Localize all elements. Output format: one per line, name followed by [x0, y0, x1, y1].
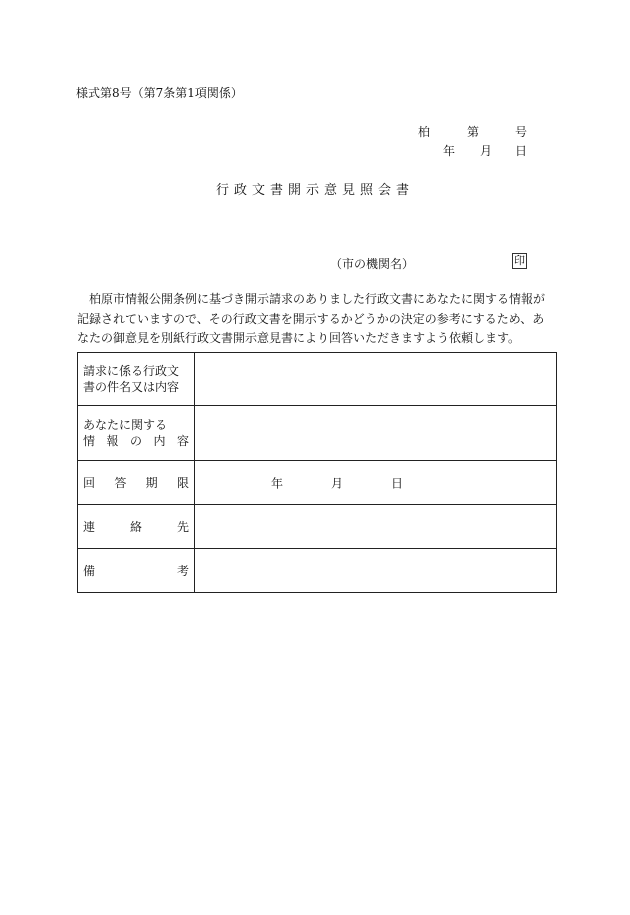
field-contact[interactable]	[195, 505, 557, 549]
label-contact: 連 絡 先	[78, 505, 195, 549]
table-row-subject	[78, 353, 557, 406]
body-paragraph: 柏原市情報公開条例に基づき開示請求のありました行政文書にあなたに関する情報が記録されていますので、その行政文書を開示するかどうかの決定の参考にするため、あなたの御意見を別紙行政文書開示意見書により回答いただきますよう依頼します。	[77, 292, 546, 345]
date-day: 日	[515, 144, 528, 158]
table-row-remarks	[78, 549, 557, 593]
table-row-contact	[78, 505, 557, 549]
table-row-info	[78, 406, 557, 461]
field-answer-deadline[interactable]	[195, 461, 557, 505]
date-year: 年	[443, 144, 456, 158]
form-table	[77, 352, 557, 593]
field-remarks[interactable]	[195, 549, 557, 593]
ref-go: 号	[515, 125, 528, 139]
label-info-content: あなたに関する 情 報 の 内 容	[78, 406, 195, 461]
deadline-day: 日	[391, 476, 404, 490]
label-remarks: 備 考	[78, 549, 195, 593]
seal-mark: 印	[514, 254, 525, 267]
deadline-year: 年	[271, 476, 284, 490]
deadline-month: 月	[331, 476, 344, 490]
ref-city: 柏	[418, 125, 431, 139]
agency-name: （市の機関名）	[330, 257, 415, 271]
field-info-content[interactable]	[195, 406, 557, 461]
label-request-subject: 請求に係る行政文 書の件名又は内容	[78, 353, 195, 406]
form-number: 様式第8号（第7条第1項関係）	[76, 86, 243, 100]
ref-dai: 第	[467, 125, 480, 139]
table-row-deadline	[78, 461, 557, 505]
document-title: 行政文書開示意見照会書	[215, 183, 414, 198]
field-request-subject[interactable]	[195, 353, 557, 406]
date-month: 月	[480, 144, 493, 158]
label-answer-deadline: 回 答 期 限	[78, 461, 195, 505]
